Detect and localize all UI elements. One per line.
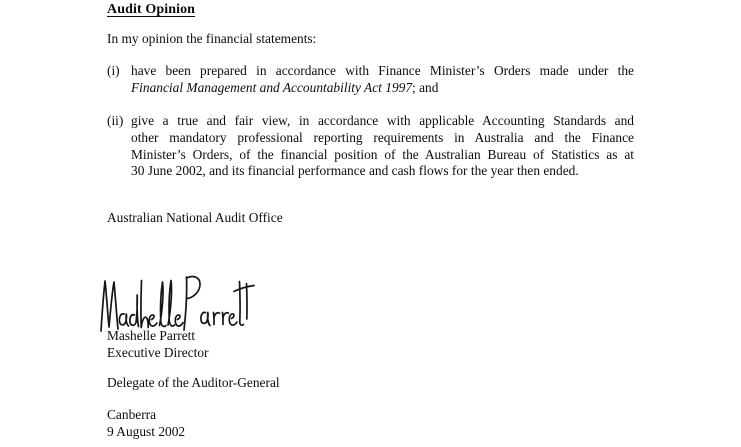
place-line: Canberra <box>107 407 157 422</box>
intro-paragraph: In my opinion the financial statements: <box>107 31 317 46</box>
page-title: Audit Opinion <box>107 2 196 17</box>
place-date-block <box>107 407 634 441</box>
date-line: 9 August 2002 <box>107 423 186 439</box>
delegate-line: Delegate of the Auditor-General <box>107 375 280 390</box>
list-item-ii-line-3: Minister’s Orders, of the financial position of the Australian Bureau of Statistics as at <box>131 146 634 162</box>
list-marker-ii: (ii) <box>107 113 124 128</box>
handwritten-signature-icon <box>100 274 256 334</box>
list-item-ii-line-1: give a true and fair view, in accordance with applicable Accounting Standards and <box>131 113 634 128</box>
act-title-italic: Financial Management and Accountability Act 1997 <box>131 79 413 95</box>
list-item-ii <box>107 113 634 180</box>
list-marker-i: (i) <box>107 63 120 78</box>
list-item-ii-line-2: other mandatory professional reporting requirements in Australia and the Finance <box>131 129 634 145</box>
signature-image <box>100 274 256 334</box>
list-item-i-line-2-rest: ; and <box>412 79 439 95</box>
list-item-i-line-2 <box>131 80 634 97</box>
signatory-name: Mashelle Parrett <box>107 328 196 343</box>
list-item-ii-line-4: 30 June 2002, and its financial performance and cash flows for the year then ended. <box>131 163 579 179</box>
organisation-name: Australian National Audit Office <box>107 210 283 225</box>
signatory-block <box>107 328 634 362</box>
list-item-i <box>107 63 634 97</box>
list-item-i-line-1: have been prepared in accordance with Finance Minister’s Orders made under the <box>131 63 634 78</box>
signatory-title: Executive Director <box>107 344 209 360</box>
